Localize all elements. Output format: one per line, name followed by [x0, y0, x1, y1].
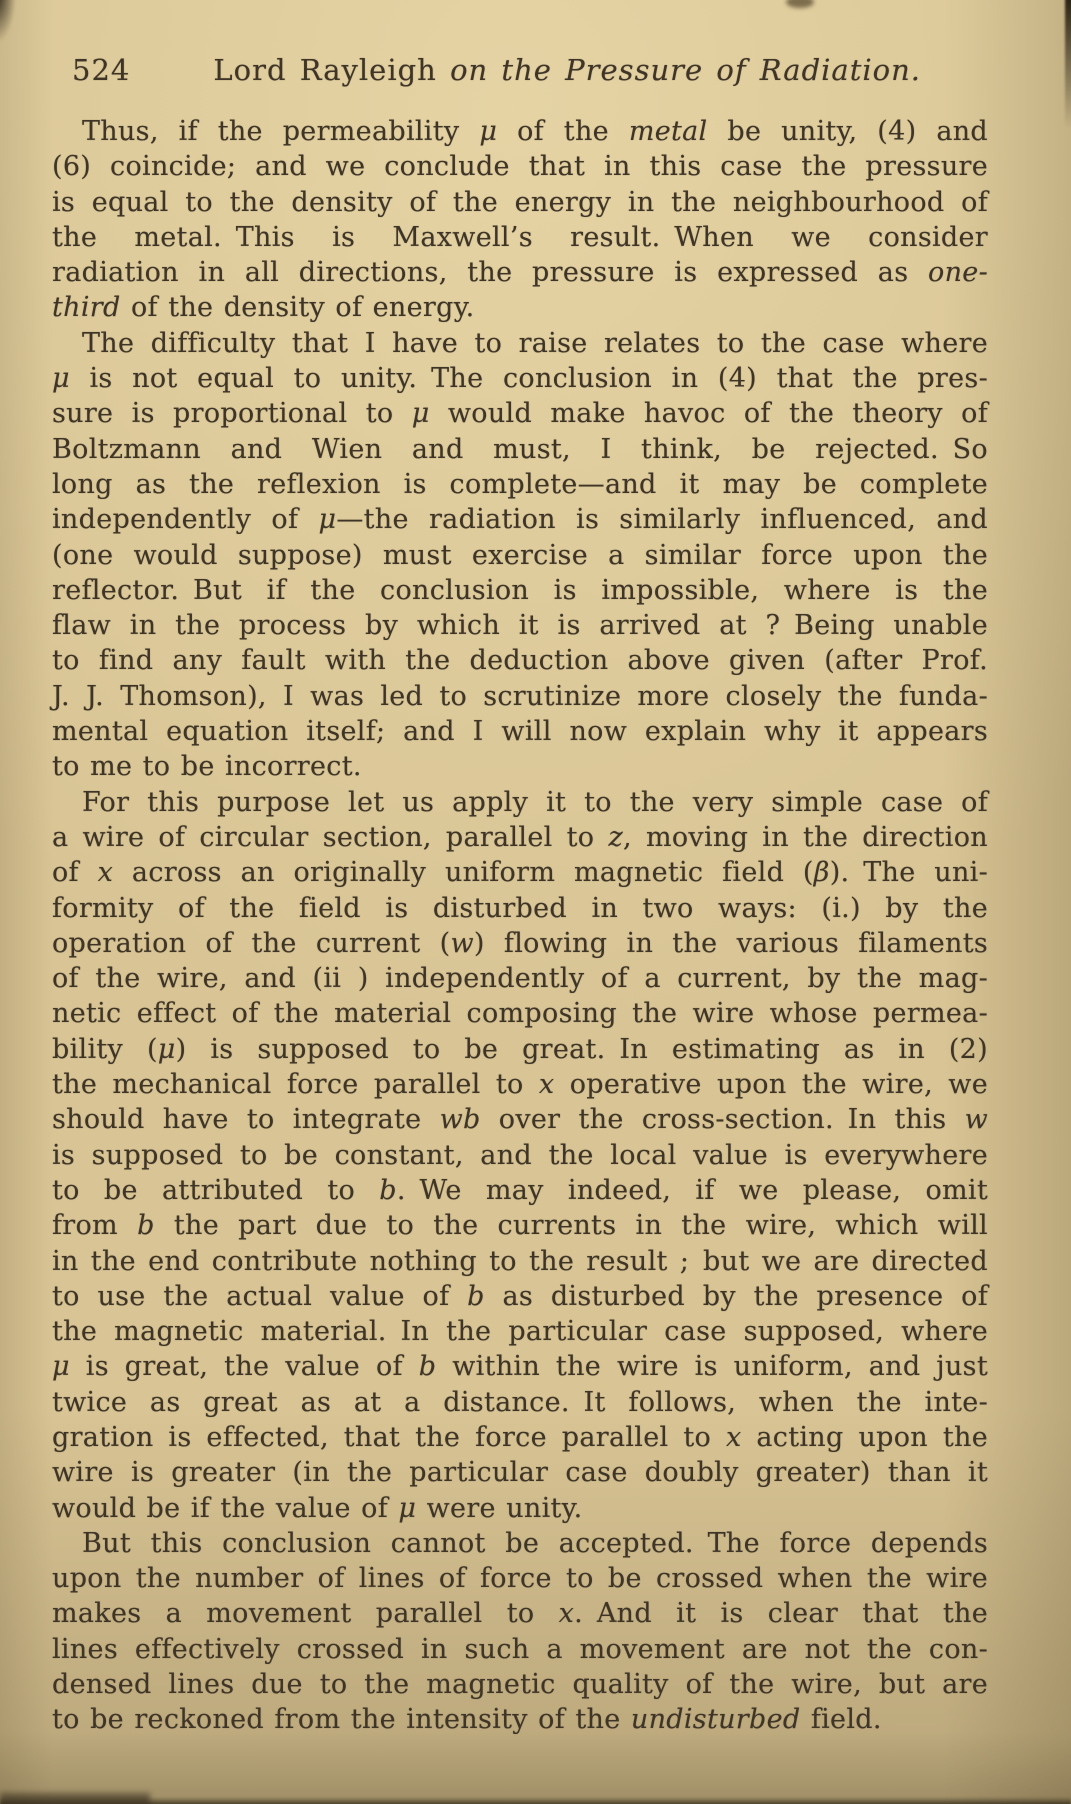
text-segment: be unity, (4) and: [707, 116, 988, 147]
text-segment: J. J. Thomson), I was led to scrutinize more closely the funda-: [52, 680, 988, 712]
text-segment: x: [538, 1069, 555, 1101]
text-line: [52, 1420, 988, 1455]
text-segment: (6) coincide; and we conclude that in this case the pressure: [52, 151, 988, 183]
text-segment: is supposed to be constant, and the local value is everywhere: [52, 1139, 988, 1171]
text-segment: within the wire is uniform, and just: [436, 1351, 988, 1383]
text-line: [52, 1667, 988, 1702]
text-segment: b: [467, 1280, 485, 1312]
text-segment: bility (: [52, 1033, 158, 1065]
text-segment: wire is greater (in the particular case doubly greater) than it: [52, 1457, 988, 1489]
running-title-author: Lord Rayleigh: [213, 53, 451, 87]
text-segment: β: [813, 857, 830, 889]
text-line: [52, 891, 988, 926]
page-number: 524: [72, 53, 131, 87]
text-segment: formity of the field is disturbed in two ways: (i.) by the: [52, 892, 988, 924]
text-segment: sure is proportional to: [52, 398, 412, 430]
text-segment: undisturbed: [630, 1704, 801, 1736]
text-segment: one-: [928, 257, 988, 289]
text-segment: of the density of energy.: [120, 292, 475, 324]
text-segment: across an originally uniform magnetic field (: [113, 857, 814, 889]
text-segment: a wire of circular section, parallel to: [52, 821, 609, 853]
text-line: [52, 538, 988, 573]
text-line: [52, 1314, 988, 1349]
text-line: [52, 926, 988, 961]
text-segment: b: [137, 1210, 155, 1242]
text-segment: ) is supposed to be great. In estimating as in (2): [175, 1033, 988, 1065]
text-segment: x: [97, 857, 114, 889]
text-line: [52, 467, 988, 502]
text-line: [52, 785, 988, 820]
scan-artifact-bottom-left: [0, 1793, 150, 1804]
text-line: [52, 255, 988, 290]
text-segment: μ: [52, 1351, 70, 1383]
text-segment: to find any fault with the deduction above given (after Prof.: [52, 645, 988, 677]
text-segment: independently of: [52, 504, 319, 536]
text-segment: For this purpose let us apply it to the very simple case of: [82, 786, 988, 818]
paragraph: [52, 326, 988, 785]
text-segment: flaw in the process by which it is arrived at ? Being unable: [52, 610, 988, 642]
text-segment: b: [418, 1351, 437, 1383]
text-line: [52, 1208, 988, 1243]
text-segment: the part due to the currents in the wire, which will: [154, 1210, 988, 1242]
text-segment: gration is effected, that the force parallel to: [52, 1421, 726, 1453]
text-segment: field.: [800, 1704, 882, 1736]
scan-artifact-bottom-edge: [0, 1797, 1071, 1804]
text-segment: —the radiation is similarly influenced, and: [336, 504, 989, 536]
text-segment: to be attributed to: [52, 1174, 380, 1206]
text-segment: as disturbed by the presence of: [484, 1280, 989, 1312]
scan-artifact-top-left: [0, 0, 16, 42]
text-segment: wb: [439, 1104, 481, 1136]
text-segment: lines effectively crossed in such a movement are not the con-: [52, 1633, 988, 1665]
text-line: [52, 290, 988, 325]
text-segment: is great, the value of: [69, 1351, 419, 1383]
text-segment: mental equation itself; and I will now explain why it appears: [52, 716, 988, 748]
text-segment: radiation in all directions, the pressure is expressed as: [52, 257, 929, 289]
text-line: [52, 1561, 988, 1596]
text-line: [52, 643, 988, 678]
text-line: [52, 1032, 988, 1067]
text-line: [52, 679, 988, 714]
text-line: [52, 1244, 988, 1279]
text-segment: upon the number of lines of force to be crossed when the wire: [52, 1563, 988, 1595]
text-segment: were unity.: [416, 1492, 583, 1524]
text-segment: μ: [398, 1492, 417, 1524]
text-segment: of the wire, and (ii ) independently of a current, by the mag-: [52, 963, 988, 995]
text-line: [52, 573, 988, 608]
paragraph: [52, 1526, 988, 1738]
text-segment: Thus, if the permeability: [82, 116, 480, 147]
text-line: [52, 326, 988, 361]
text-line: [52, 1349, 988, 1384]
text-line: [52, 396, 988, 431]
text-segment: of the: [497, 116, 629, 147]
text-segment: densed lines due to the magnetic quality of the wire, but are: [52, 1669, 988, 1701]
text-line: [52, 1702, 988, 1737]
text-line: [52, 1102, 988, 1137]
text-segment: is equal to the density of the energy in the neighbourhood of: [52, 186, 988, 218]
text-segment: μ: [479, 116, 498, 147]
text-line: [52, 855, 988, 890]
text-segment: reflector. But if the conclusion is impossible, where is the: [52, 574, 988, 606]
text-segment: long as the reflexion is complete—and it may be complete: [52, 468, 988, 500]
text-segment: should have to integrate: [52, 1104, 440, 1136]
text-segment: μ: [157, 1033, 176, 1065]
text-segment: is not equal to unity. The conclusion in (4) that the pres-: [69, 363, 988, 395]
text-segment: But this conclusion cannot be accepted. The force depends: [82, 1527, 988, 1559]
text-line: [52, 1526, 988, 1561]
text-segment: . And it is clear that the: [574, 1598, 989, 1630]
text-line: [52, 1067, 988, 1102]
text-line: [52, 1455, 988, 1490]
text-segment: would make havoc of the theory of: [429, 398, 988, 430]
text-segment: μ: [411, 398, 430, 430]
text-line: [52, 820, 988, 855]
text-line: [52, 361, 988, 396]
text-line: [52, 1173, 988, 1208]
text-segment: third: [52, 292, 121, 324]
text-segment: b: [379, 1174, 397, 1206]
running-title: [213, 52, 921, 88]
text-segment: ). The uni-: [829, 857, 988, 889]
text-line: [52, 114, 988, 149]
text-segment: to use the actual value of: [52, 1280, 468, 1312]
text-segment: the mechanical force parallel to: [52, 1069, 539, 1101]
text-segment: acting upon the: [741, 1421, 988, 1453]
text-line: [52, 608, 988, 643]
text-line: [52, 961, 988, 996]
scan-artifact-right-edge: [1065, 0, 1071, 128]
text-line: [52, 1385, 988, 1420]
text-segment: Boltzmann and Wien and must, I think, be rejected. So: [52, 433, 988, 465]
text-segment: netic effect of the material composing the wire whose permea-: [52, 998, 988, 1030]
text-line: [52, 714, 988, 749]
text-segment: x: [558, 1598, 575, 1630]
text-segment: w: [964, 1104, 988, 1136]
text-line: [52, 185, 988, 220]
text-segment: of: [52, 857, 98, 889]
text-segment: operative upon the wire, we: [554, 1069, 988, 1101]
text-line: [52, 220, 988, 255]
text-line: [52, 1596, 988, 1631]
running-title-work: on the Pressure of Radiation.: [450, 53, 921, 87]
text-segment: , moving in the direction: [622, 821, 988, 853]
text-line: [52, 502, 988, 537]
text-segment: to me to be incorrect.: [52, 751, 362, 783]
text-line: [52, 1279, 988, 1314]
text-segment: z: [608, 821, 623, 853]
text-line: [52, 1138, 988, 1173]
text-segment: metal: [628, 116, 708, 147]
text-segment: from: [52, 1210, 138, 1242]
text-segment: x: [725, 1421, 742, 1453]
text-segment: makes a movement parallel to: [52, 1598, 559, 1630]
text-segment: the magnetic material. In the particular case supposed, where: [52, 1316, 988, 1348]
text-line: [52, 149, 988, 184]
text-segment: μ: [52, 363, 70, 395]
text-segment: . We may indeed, if we please, omit: [396, 1174, 988, 1206]
text-segment: to be reckoned from the intensity of the: [52, 1704, 631, 1736]
text-line: [52, 1491, 988, 1526]
text-segment: the metal. This is Maxwell’s result. When we consider: [52, 221, 988, 253]
text-segment: The difficulty that I have to raise relates to the case where: [82, 327, 988, 359]
text-segment: in the end contribute nothing to the result ; but we are directed: [52, 1245, 988, 1277]
text-segment: w: [450, 927, 474, 959]
text-segment: would be if the value of: [52, 1492, 399, 1524]
text-line: [52, 749, 988, 784]
text-segment: twice as great as at a distance. It follows, when the inte-: [52, 1386, 988, 1418]
page-header: [0, 0, 1071, 88]
text-segment: operation of the current (: [52, 927, 451, 959]
text-line: [52, 432, 988, 467]
text-segment: μ: [318, 504, 337, 536]
text-line: [52, 1632, 988, 1667]
text-segment: (one would suppose) must exercise a similar force upon the: [52, 539, 988, 571]
page-body-text: [52, 114, 988, 1738]
paragraph: [52, 785, 988, 1526]
text-line: [52, 996, 988, 1031]
text-segment: ) flowing in the various filaments: [473, 927, 989, 959]
text-segment: over the cross-section. In this: [480, 1104, 965, 1136]
paragraph: [52, 114, 988, 326]
